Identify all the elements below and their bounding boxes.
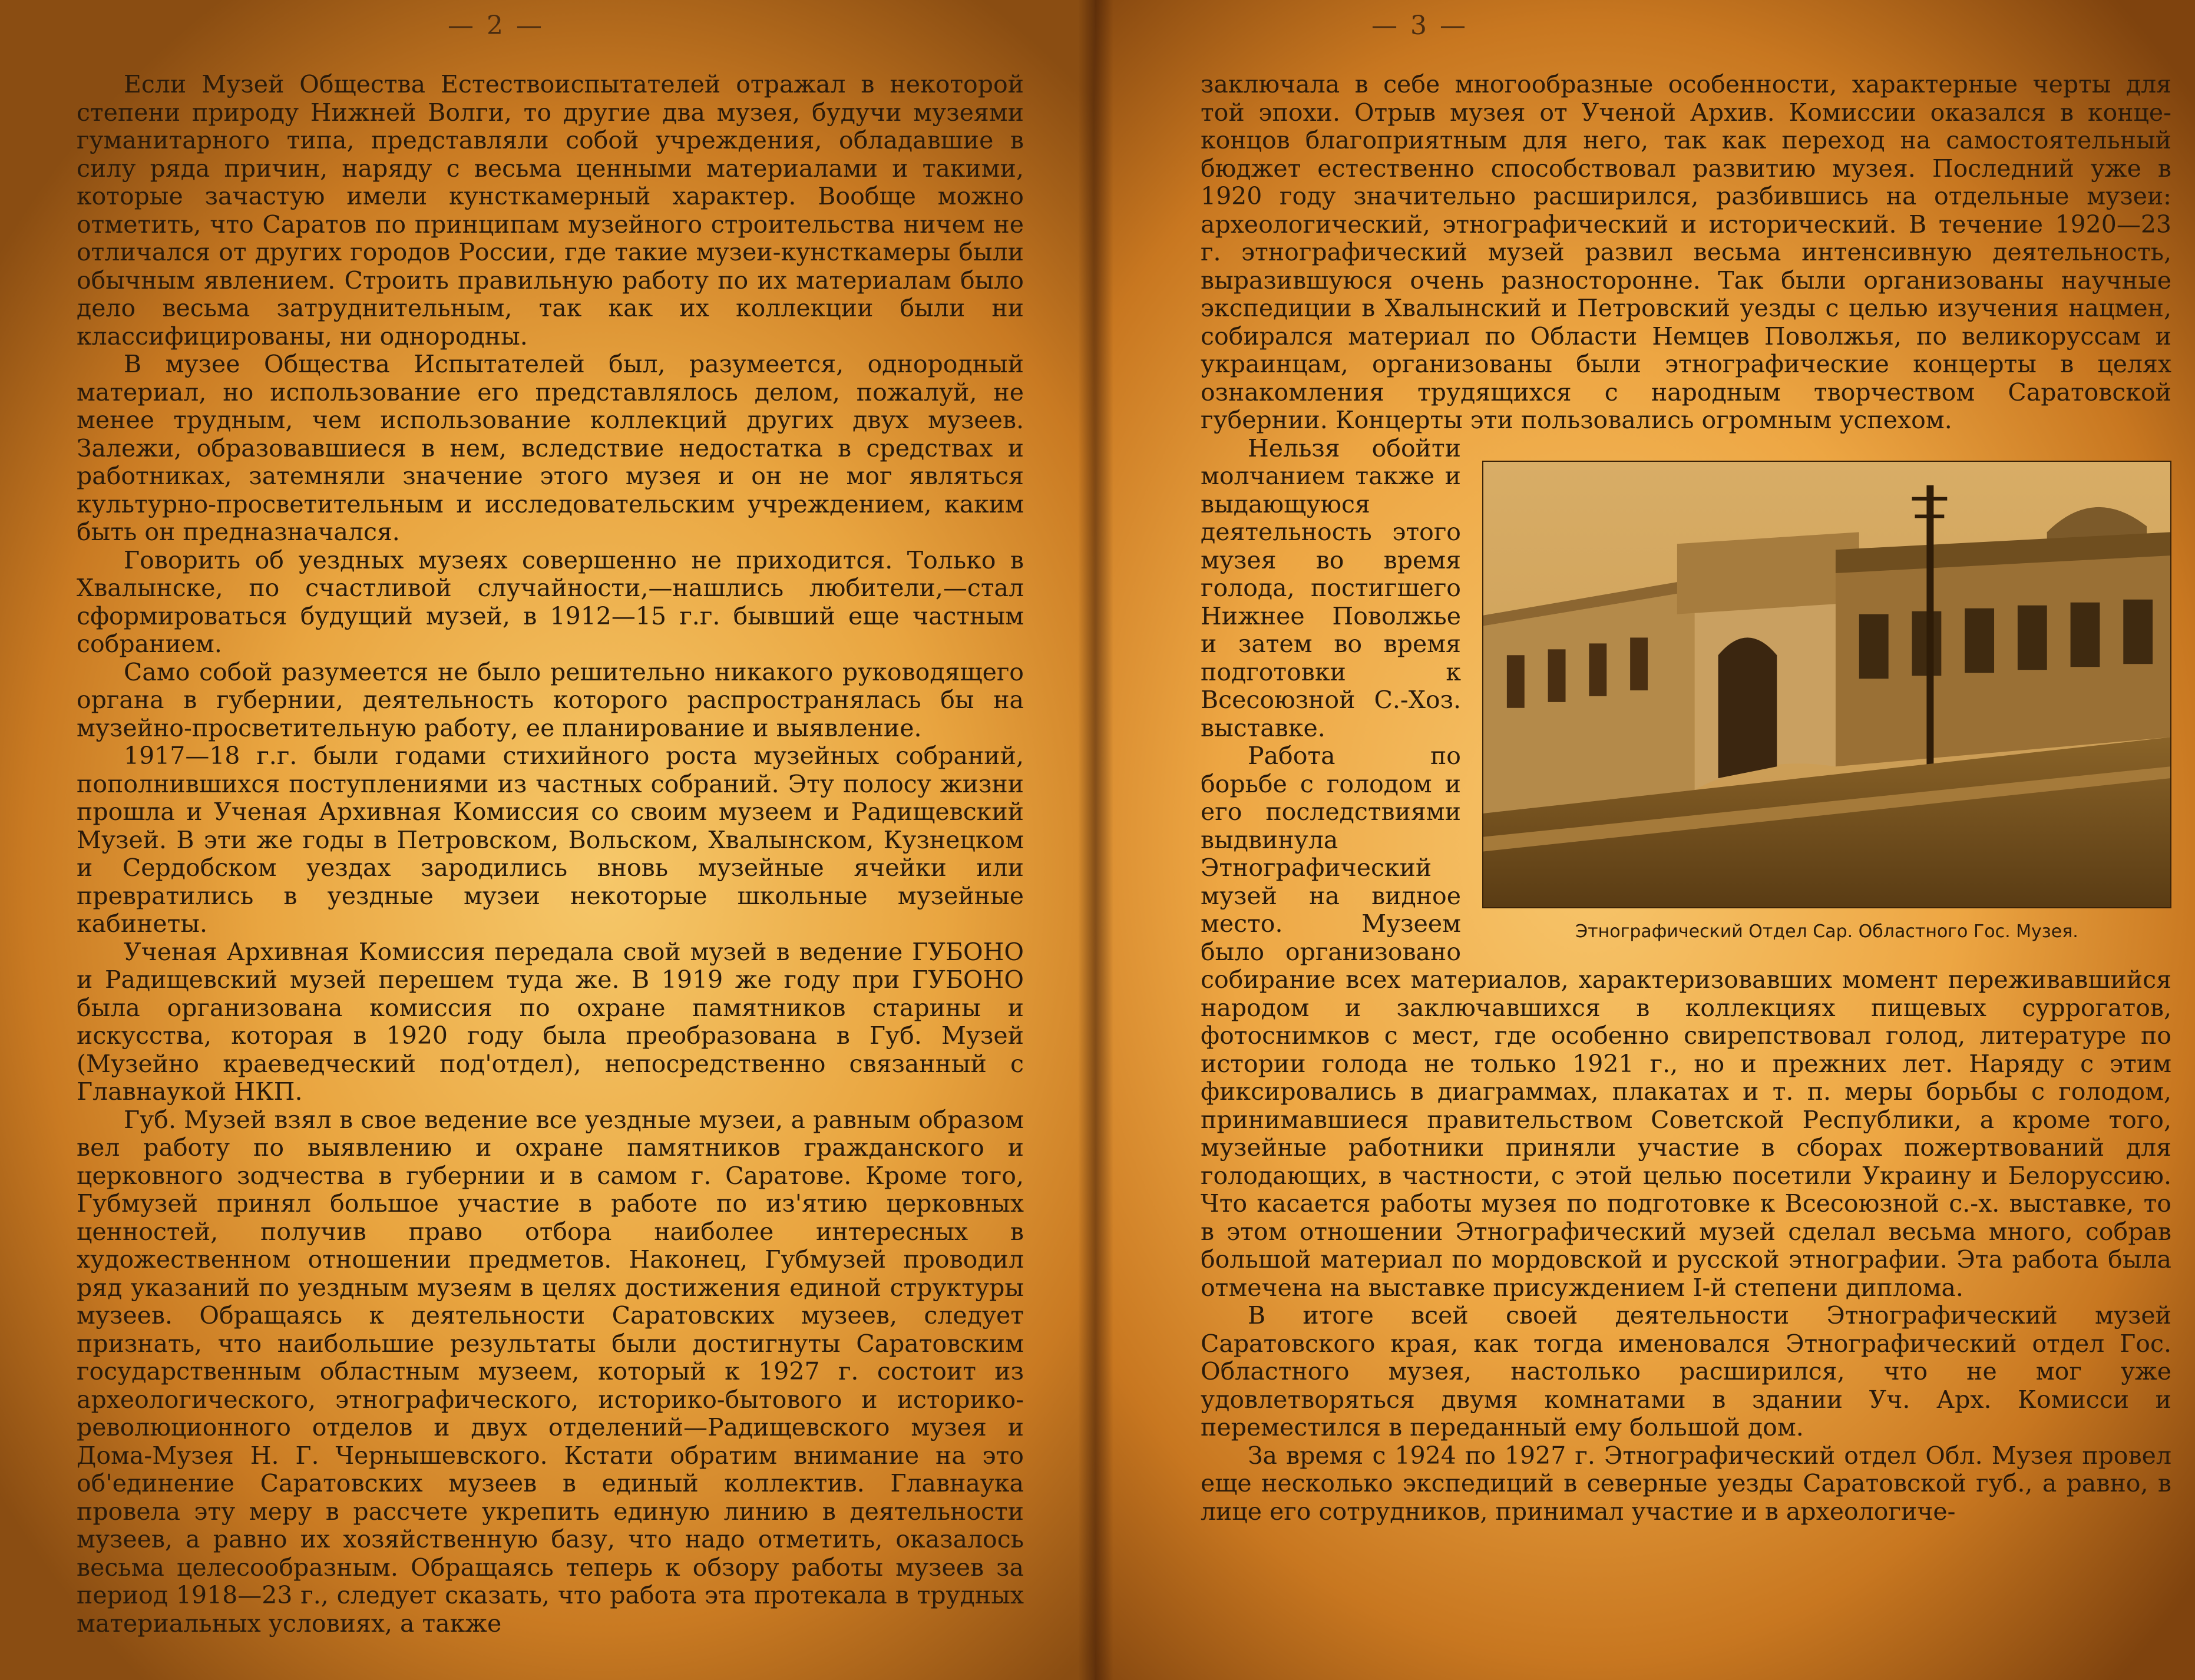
paragraph: За время с 1924 по 1927 г. Этнографический отдел Обл. Музея провел еще несколько экспедиций в северные уезды Саратовской губ., а равно, в лице его сотрудников, принимал участие и в археологиче- (1201, 1441, 2171, 1526)
paragraph: Говорить об уездных музеях совершенно не приходится. Только в Хвалынске, по счастливой случайности,—нашлись любители,—стал сформироваться будущий музей, в 1912—15 г.г. бывший еще частным собранием. (77, 545, 1024, 658)
paragraph: Ученая Архивная Комиссия передала свой музей в ведение ГУБОНО и Радищевский музей перешем туда же. В 1919 же году при ГУБОНО была организована комиссия по охране памятников старины и искусства, которая в 1920 году была преобразована в Губ. Музей (Музейно краеведческий под'отдел), непосредственно связанный с Главнаукой НКП. (77, 937, 1024, 1106)
paragraph: Само собой разумеется не было решительно никакого руководящего органа в губернии, деятельность которого распространялась бы на музейно-просветительную работу, ее планирование и выявление. (77, 657, 1024, 742)
paragraph: Губ. Музей взял в свое ведение все уездные музеи, а равным образом вел работу по выявлению и охране памятников гражданского и церковного зодчества в губернии и в самом г. Саратове. Кроме того, Губмузей принял большое участие в работе по из'ятию церковных ценностей, получив право отбора наиболее интересных в художественном отношении предметов. Наконец, Губмузей проводил ряд указаний по уездным музеям в целях достижения единой структуры музеев. Обращаясь к деятельности Саратовских музеев, следует признать, что наибольшие результаты были достигнуты Саратовским государственным областным музеем, который к 1927 г. состоит из археологического, этнографического, историко-бытового и историко-революционного отделов и двух отделений—Радищевского музея и Дома-Музея Н. Г. Чернышевского. Кстати обратим внимание на это об'единение Саратовских музеев в единый коллектив. Главнаука провела эту меру в рассчете укрепить единую линию в деятельности музеев, а равно их хозяйственную базу, что надо отметить, оказалось весьма целесообразным. Обращаясь теперь к обзору работы музеев за период 1918—23 г., следует сказать, что работа эта протекала в трудных материальных условиях, а также (77, 1105, 1024, 1638)
left-page (0, 0, 1095, 1680)
paragraph-continued: заключала в себе многообразные особенности, характерные черты для той эпохи. Отрыв музея от Ученой Архив. Комиссии оказался в конце-концов благоприятным для него, так как переход на самостоятельный бюджет естественно способствовал развитию музея. Последний уже в 1920 году значительно расширился, разбившись на отдельные музеи: археологический, этнографический и исторический. В течение 1920—23 г. этнографический музей развил весьма интенсивную деятельность, выразившуюся очень разносторонне. Так были организованы научные экспедиции в Хвалынский и Петровский уезды с целью изучения нацмен, собирался материал по Области Немцев Поволжья, по великоруссам и украинцам, организованы были этнографические концерты в целях ознакомления трудящихся с народным творчеством Саратовской губернии. Концерты эти пользовались огромным успехом. (1201, 70, 2171, 434)
museum-figure (1482, 461, 2171, 942)
right-page (1095, 0, 2195, 1680)
paragraph: Нельзя обойти молчанием также и выдающуюся деятельность этого музея во время голода, постигшего Нижнее Поволжье и затем во время подготовки к Всесоюзной С.-Хоз. выставке. (1201, 434, 1461, 742)
museum-building-photo (1482, 461, 2171, 908)
paragraph: 1917—18 г.г. были годами стихийного роста музейных собраний, пополнившихся поступлениями из частных собраний. Эту полосу жизни прошла и Ученая Архивная Комиссия со своим музеем и Радищевский Музей. В эти же годы в Петровском, Вольском, Хвалынском, Кузнецком и Сердобском уездах зародились вновь музейные ячейки или превратились в уездные музеи некоторые школьные музейные кабинеты. (77, 742, 1024, 938)
figure-caption: Этнографический Отдел Сар. Областного Гос. Музея. (1575, 921, 2078, 942)
left-page-text (77, 71, 1024, 1638)
paragraph: В музее Общества Испытателей был, разумеется, однородный материал, но использование его представлялось делом, пожалуй, не менее трудным, чем использование коллекций других двух музеев. Залежи, образовавшиеся в нем, вследствие недостатка в средствах и работниках, затемняли значение этого музея и он не мог являться культурно-просветительным и исследовательским учреждением, каким быть он предназначался. (77, 350, 1024, 546)
page-number: — 3 — (1371, 11, 1468, 41)
page-number: — 2 — (448, 11, 544, 41)
paragraph: Если Музей Общества Естествоиспытателей отражал в некоторой степени природу Нижней Волги, то другие два музея, будучи музеями гуманитарного типа, представляли собой учреждения, обладавшие в силу ряда причин, наряду с весьма ценными материалами и такими, которые зачастую имели кунсткамерный характер. Вообще можно отметить, что Саратов по принципам музейного строительства ничем не отличался от других городов России, где такие музеи-кунсткамеры были обычным явлением. Строить правильную работу по их материалам было дело весьма затруднительным, так как их коллекции были ни классифицированы, ни однородны. (77, 70, 1024, 350)
paragraph: В итоге всей своей деятельности Этнографический музей Саратовского края, как тогда именовался Этнографический отдел Гос. Областного музея, настолько расширился, что не мог уже удовлетворяться двумя комнатами в здании Уч. Арх. Комисси и переместился в переданный ему большой дом. (1201, 1301, 2171, 1441)
paragraph: Работа по борьбе с голодом и его последствиями выдвинула Этнографический музей на видное место. Музеем было организовано собирание всех материалов, характеризовавших момент переживавшийся народом и заключавшихся в коллекциях пищевых суррогатов, фотоснимков с мест, где особенно свирепствовал голод, литературе по истории голода не только 1921 г., но и прежних лет. Наряду с этим фиксировались в диаграммах, плакатах и т. п. меры борьбы с голодом, принимавшиеся правительством Советской Республики, а кроме того, музейные работники приняли участие в сборах пожертвований для голодающих, в частности, с этой целью посетили Украину и Белоруссию. Что касается работы музея по подготовке к Всесоюзной с.-х. выставке, то в этом отношении Этнографический музей сделал весьма много, собрав большой материал по мордовской и русской этнографии. Эта работа была отмечена на выставке присуждением I-й степени диплома. (1201, 742, 2171, 1302)
